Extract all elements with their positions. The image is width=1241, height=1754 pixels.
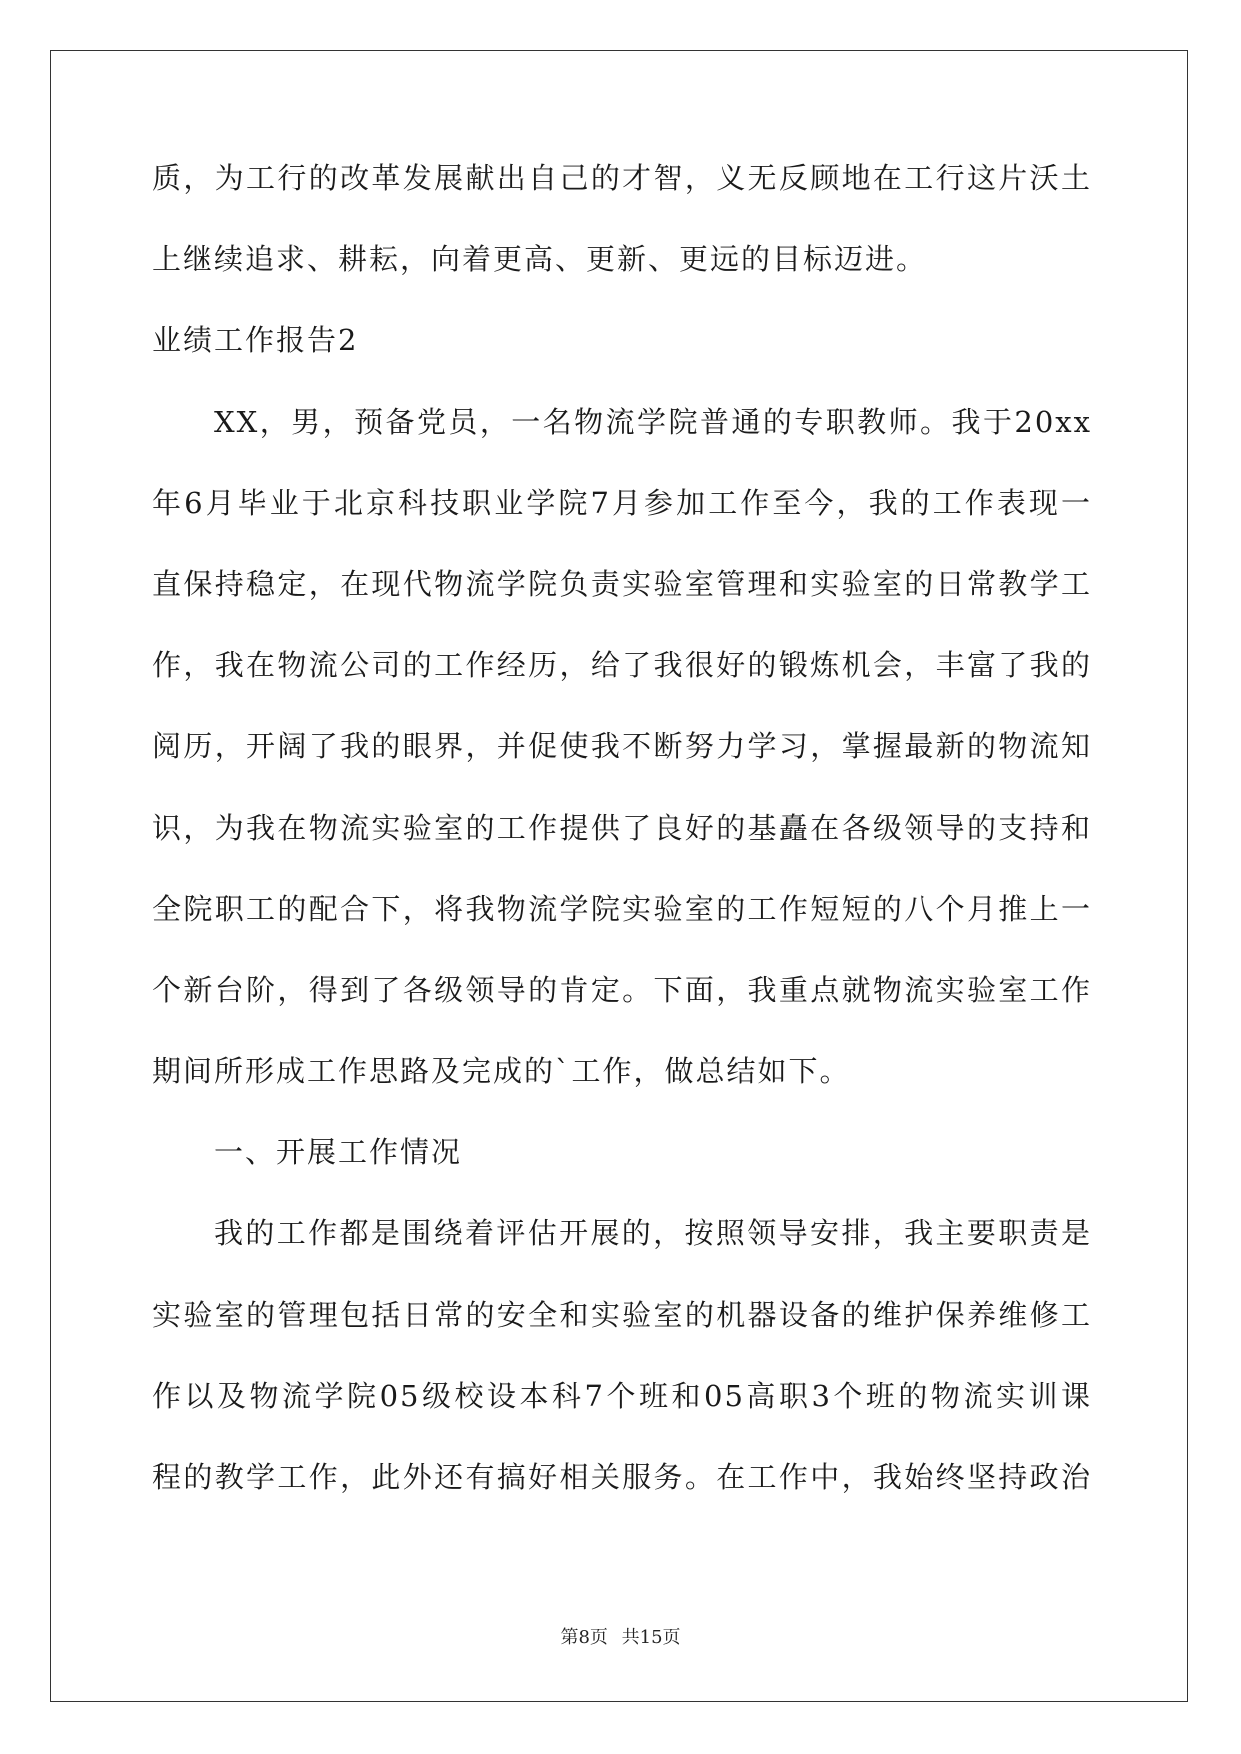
text-line: 阅历，开阔了我的眼界，并促使我不断努力学习，掌握最新的物流知 <box>152 729 1092 764</box>
text-line: 作以及物流学院05级校设本科7个班和05高职3个班的物流实训课 <box>152 1378 1092 1413</box>
text-line: XX，男，预备党员，一名物流学院普通的专职教师。我于20xx <box>214 404 1092 439</box>
text-line: 识，为我在物流实验室的工作提供了良好的基矗在各级领导的支持和 <box>152 810 1092 845</box>
text-line: 业绩工作报告2 <box>152 323 359 358</box>
page-number-current: 第8页 <box>560 1627 608 1648</box>
text-line: 质，为工行的改革发展献出自己的才智，义无反顾地在工行这片沃土 <box>152 161 1092 195</box>
text-line: 程的教学工作，此外还有搞好相关服务。在工作中，我始终坚持政治 <box>152 1460 1092 1494</box>
text-line: 作，我在物流公司的工作经历，给了我很好的锻炼机会，丰富了我的 <box>152 648 1092 683</box>
text-line: 实验室的管理包括日常的安全和实验室的机器设备的维护保养维修工 <box>152 1297 1092 1332</box>
text-line: 期间所形成工作思路及完成的`工作，做总结如下。 <box>152 1054 851 1089</box>
text-line: 直保持稳定，在现代物流学院负责实验室管理和实验室的日常教学工 <box>152 566 1092 601</box>
text-line: 全院职工的配合下，将我物流学院实验室的工作短短的八个月推上一 <box>152 891 1092 926</box>
page-number-total: 共15页 <box>621 1627 681 1648</box>
document-body <box>152 160 1092 1540</box>
text-line: 一、开展工作情况 <box>214 1135 463 1170</box>
text-line: 我的工作都是围绕着评估开展的，按照领导安排，我主要职责是 <box>214 1216 1092 1251</box>
text-line: 个新台阶，得到了各级领导的肯定。下面，我重点就物流实验室工作 <box>152 972 1092 1007</box>
page-footer <box>0 1623 1241 1649</box>
text-line: 上继续追求、耕耘，向着更高、更新、更远的目标迈进。 <box>152 242 928 277</box>
text-line: 年6月毕业于北京科技职业学院7月参加工作至今，我的工作表现一 <box>152 485 1092 520</box>
